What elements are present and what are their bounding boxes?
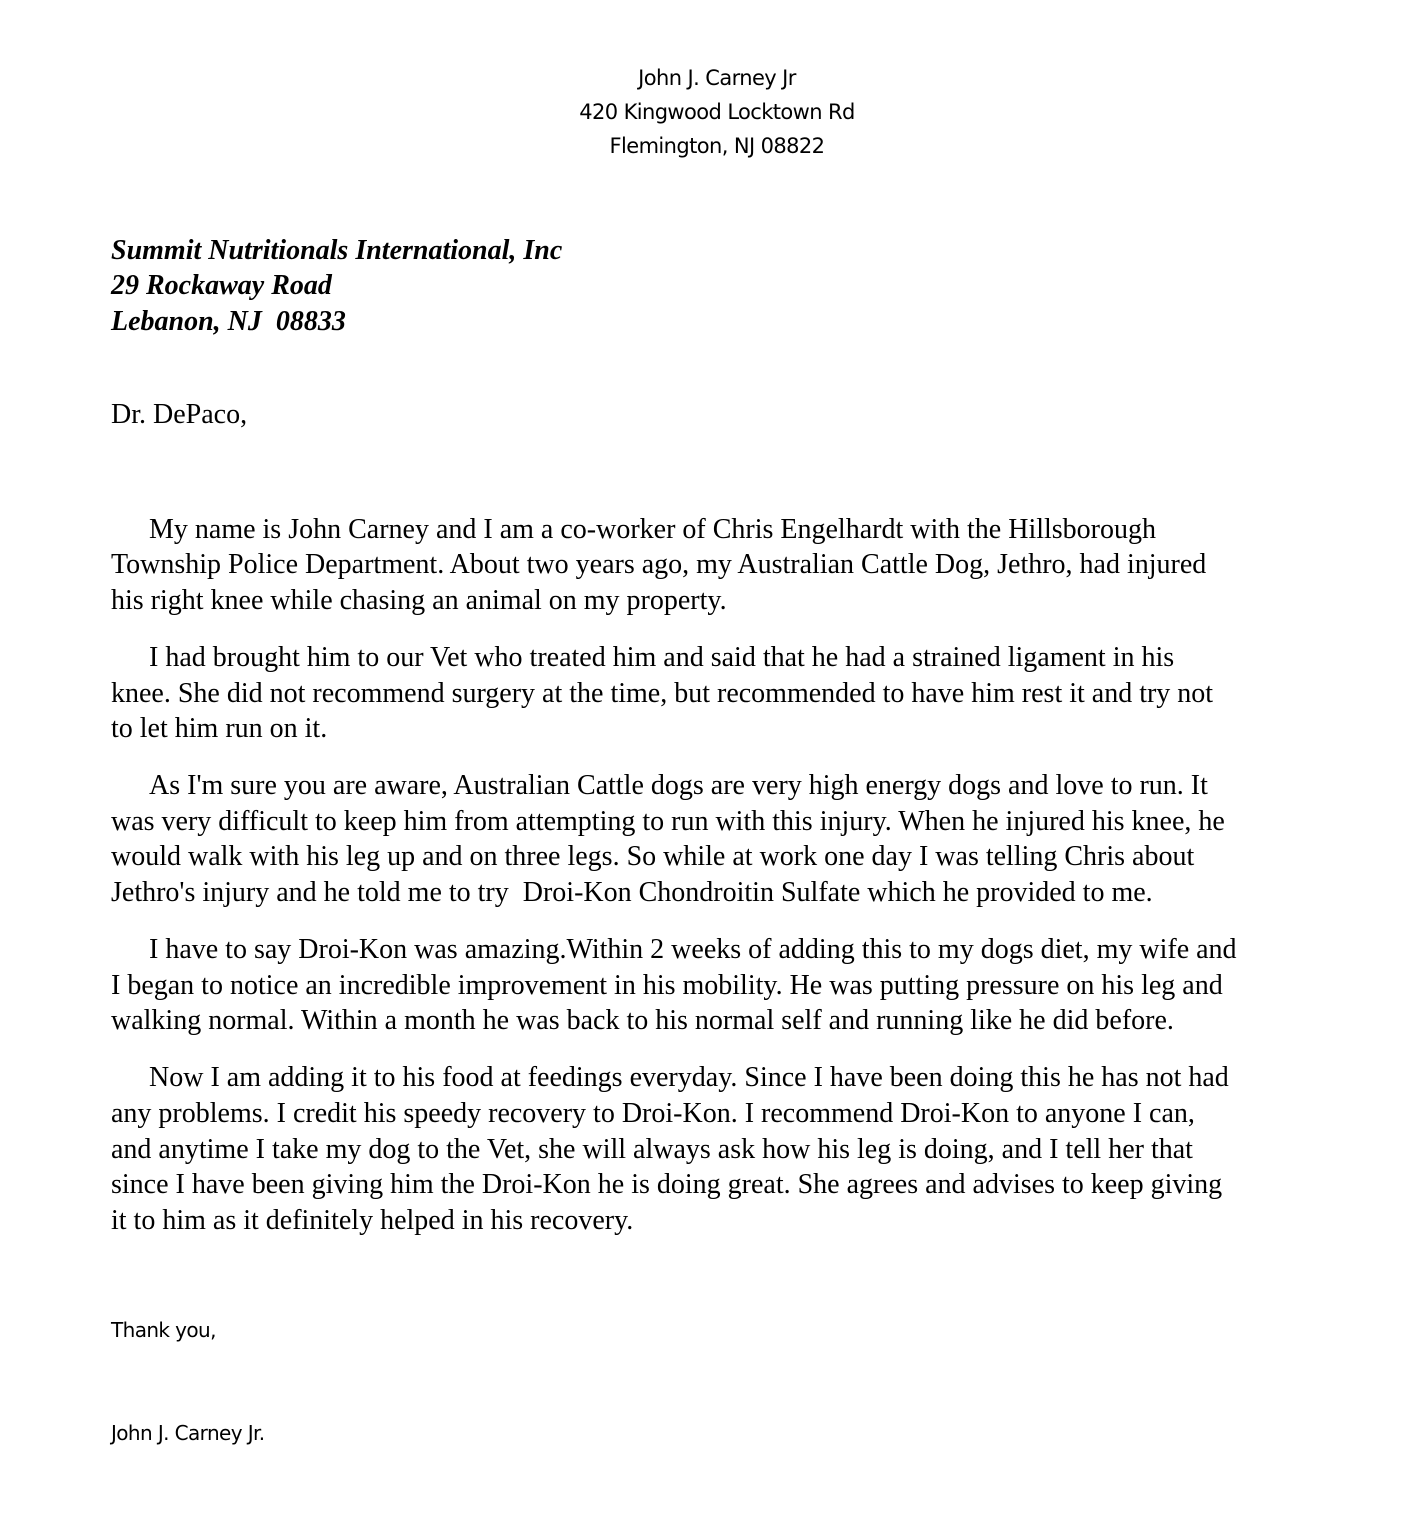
paragraph-line: I have to say Droi-Kon was amazing.Within 2 weeks of adding this to my dogs diet, my wife and (149, 934, 1237, 965)
paragraph-line: to let him run on it. (111, 713, 328, 744)
paragraph-line: Jethro's injury and he told me to try Droi-Kon Chondroitin Sulfate which he provided to me. (111, 877, 1153, 908)
paragraph-line: and anytime I take my dog to the Vet, she will always ask how his leg is doing, and I tell her that (111, 1134, 1193, 1165)
sender-street: 420 Kingwood Locktown Rd (579, 100, 855, 124)
paragraph-line: it to him as it definitely helped in his recovery. (111, 1205, 634, 1236)
paragraph-line: I had brought him to our Vet who treated him and said that he had a strained ligament in his (149, 642, 1175, 673)
recipient-street: 29 Rockaway Road (111, 270, 332, 301)
paragraph-line: was very difficult to keep him from attempting to run with this injury. When he injured his knee, he (111, 806, 1225, 837)
recipient-company: Summit Nutritionals International, Inc (111, 235, 563, 266)
recipient-city-state-zip: Lebanon, NJ 08833 (111, 306, 346, 337)
signature: John J. Carney Jr. (111, 1421, 265, 1445)
paragraph-line: As I'm sure you are aware, Australian Cattle dogs are very high energy dogs and love to run. It (149, 770, 1208, 801)
paragraph-line: Township Police Department. About two years ago, my Australian Cattle Dog, Jethro, had injured (111, 549, 1207, 580)
sender-name: John J. Carney Jr (638, 66, 796, 90)
paragraph-line: would walk with his leg up and on three legs. So while at work one day I was telling Chris about (111, 841, 1195, 872)
salutation: Dr. DePaco, (111, 399, 248, 430)
paragraph-line: My name is John Carney and I am a co-worker of Chris Engelhardt with the Hillsborough (149, 514, 1157, 545)
sender-city-state-zip: Flemington, NJ 08822 (609, 134, 825, 158)
paragraph-line: any problems. I credit his speedy recovery to Droi-Kon. I recommend Droi-Kon to anyone I can, (111, 1098, 1195, 1129)
paragraph-line: I began to notice an incredible improvement in his mobility. He was putting pressure on his leg and (111, 970, 1223, 1001)
paragraph-line: since I have been giving him the Droi-Kon he is doing great. She agrees and advises to keep giving (111, 1169, 1223, 1200)
paragraph-line: Now I am adding it to his food at feedings everyday. Since I have been doing this he has not had (149, 1062, 1229, 1093)
paragraph-line: knee. She did not recommend surgery at the time, but recommended to have him rest it and try not (111, 678, 1214, 709)
closing: Thank you, (111, 1318, 216, 1342)
paragraph-line: walking normal. Within a month he was back to his normal self and running like he did before. (111, 1005, 1174, 1036)
paragraph-line: his right knee while chasing an animal on my property. (111, 585, 727, 616)
